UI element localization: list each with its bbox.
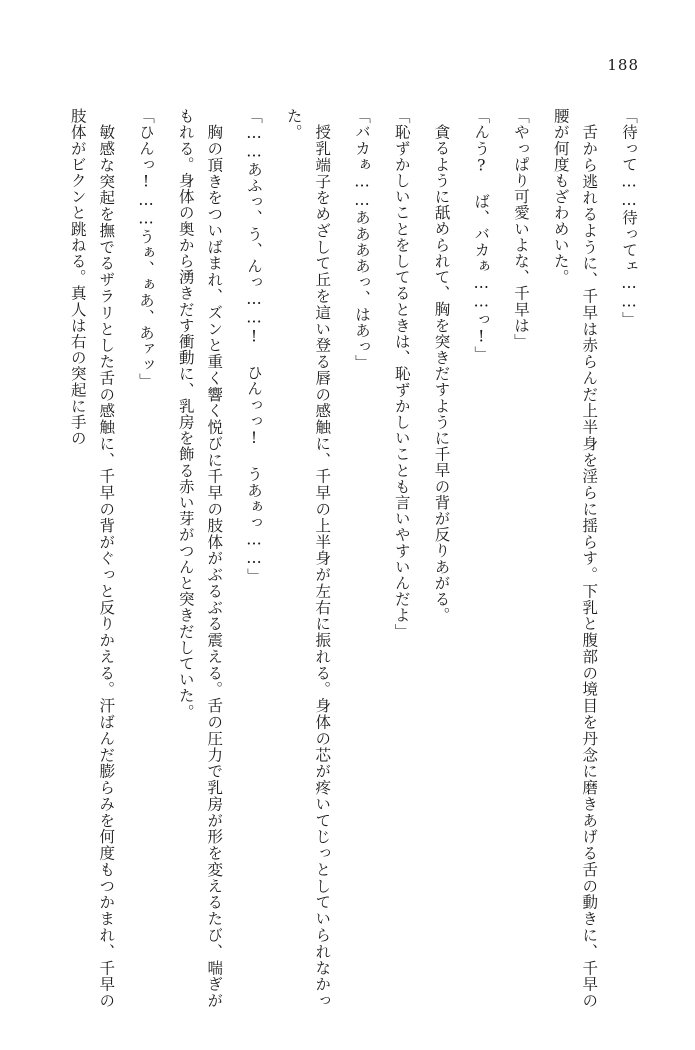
paragraph: 貪るように舐められて、胸を突きだすように千早の背が反りあがる。 xyxy=(432,123,451,623)
paragraph: 敏感な突起を撫でるザラリとした舌の感触に、千早の背がぐっと反りかえる。汗ばんだ膨らみを何度もつかまれ、千早の肢体がビクンと跳ねる。真人は右の突起に手の xyxy=(68,108,116,1008)
page-number: 188 xyxy=(607,56,639,74)
paragraph: 「待って……待ってェ……」 xyxy=(620,108,638,328)
paragraph: 「やっぱり可愛いよな、千早は」 xyxy=(512,108,530,350)
paragraph: 授乳端子をめざして丘を這い登る唇の感触に、千早の上半身が左右に振れる。身体の芯が疼いてじっとしていられなかった。 xyxy=(284,108,332,1008)
paragraph: 「バカぁ……ああああっ、はあっ」 xyxy=(353,108,371,371)
paragraph: 胸の頂きをついばまれ、ズンと重く響く悦びに千早の肢体がぶるぶる震える。舌の圧力で乳房が形を変えるたび、喘ぎがもれる。身体の奥から湧きだす衝動に、乳房を飾る赤い芽がつんと突きだしていた。 xyxy=(176,108,224,1008)
paragraph: 舌から逃れるように、千早は赤らんだ上半身を淫らに揺らす。下乳と腹部の境目を丹念に磨きあげる舌の動きに、千早の腰が何度もざわめいた。 xyxy=(551,108,599,1008)
paragraph: 「ひんっ!……うぁ、ぁあ、あァッ」 xyxy=(137,108,155,390)
paragraph: 「んう? ば、バカぁ……っ!」 xyxy=(472,108,491,362)
page-body-text xyxy=(52,108,643,1008)
paragraph: 「恥ずかしいことをしてるときは、恥ずかしいことも言いやすいんだよ」 xyxy=(392,108,411,640)
paragraph: 「……あふっ、う、んっ……! ひんっっ! うあぁっ……」 xyxy=(245,108,263,584)
